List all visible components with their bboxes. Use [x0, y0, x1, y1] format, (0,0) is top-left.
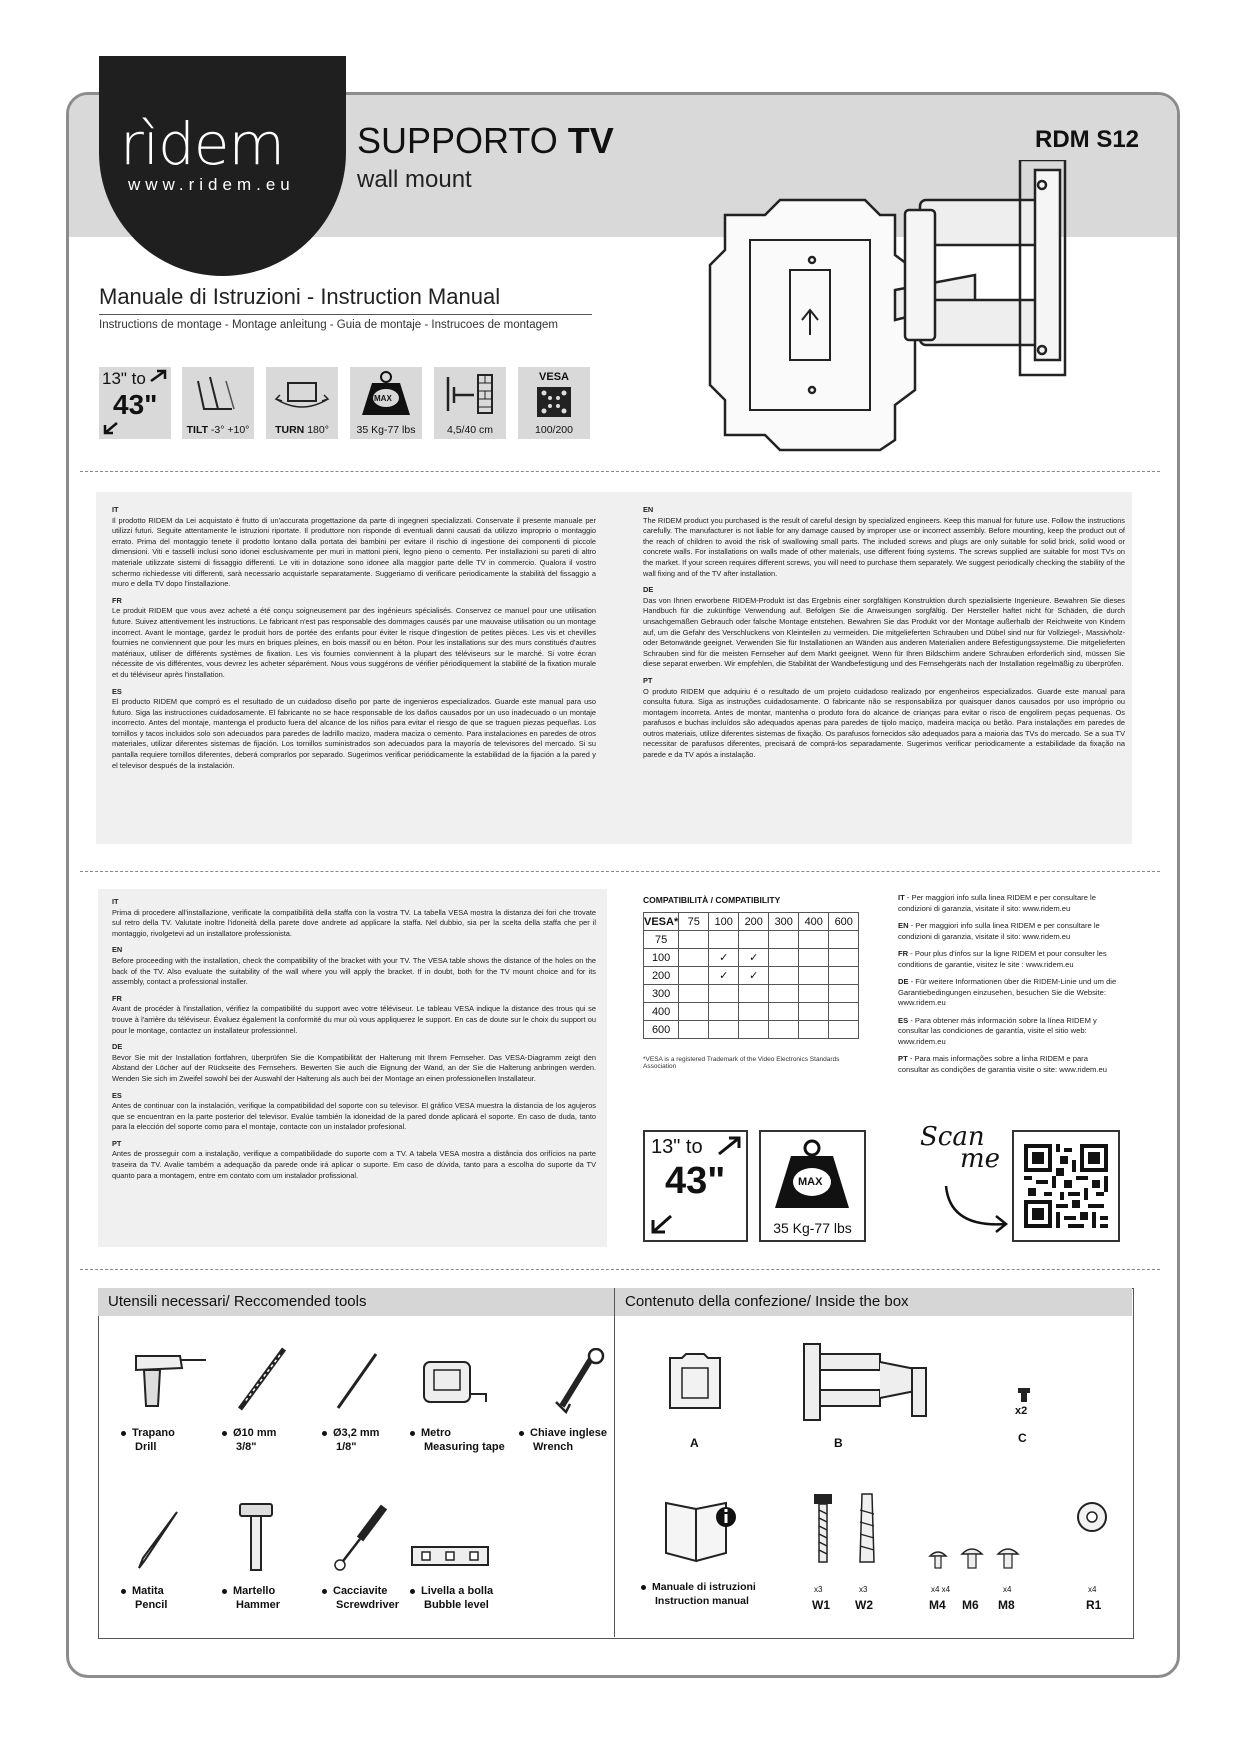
vesa-pattern-icon	[536, 386, 572, 418]
screw-m4-icon	[928, 1548, 948, 1572]
max-weight-badge	[759, 1130, 866, 1242]
row-label: 200	[644, 967, 679, 985]
row-label: 600	[644, 1021, 679, 1039]
pencil-icon	[133, 1508, 183, 1572]
part-b-label: B	[834, 1436, 843, 1450]
part-w1-qty: x3	[814, 1585, 823, 1594]
badge-size-from: 13" to	[651, 1136, 703, 1158]
table-header-cell: 300	[769, 913, 799, 931]
wall-mount-illustration	[690, 160, 1090, 470]
part-c-qty: x2	[1015, 1405, 1028, 1417]
table-header-cell: 600	[829, 913, 859, 931]
screen-size-badge	[643, 1130, 748, 1242]
spec-screen-size	[99, 367, 171, 439]
measuring-tape-icon	[420, 1358, 490, 1408]
row-label: 400	[644, 1003, 679, 1021]
turn-caption: TURN 180°	[275, 424, 329, 436]
divider-3	[80, 1269, 1160, 1270]
weight-caption: 35 Kg-77 lbs	[356, 424, 416, 436]
row-label: 100	[644, 949, 679, 967]
scan-label: Scan	[920, 1122, 985, 1152]
page-title: SUPPORTO TV	[357, 120, 614, 161]
drill-icon	[130, 1348, 210, 1413]
intro-right-column: EN The RIDEM product you purchased is the result of careful design by specialized engineers. Keep this manual for future use. Follow the instructions carefully. The manufacturer is not liable for any damage caused by improper use or incorrect assembly. Before mounting, keep the product out of the reach of children to avoid the risk of swallowing small parts. The included screws and plugs are only suitable for solid brick, solid wood or concrete walls. For installations on walls made of other materials, use different fixing systems. The screws supplied are suitable for most TVs on the market. If your screen requires different screws, you will need to purchase them separately. We suggest periodically checking the stability of the wall fixing and of the TV after installation. DE Das von Ihnen erworbene RIDEM-Produkt ist das Ergebnis einer sorgfältigen Konstruktion durch spezialisierte Ingenieure. Bewahren Sie dieses Handbuch für die zukünftige Verwendung auf. Befolgen Sie die Anweisungen sorgfältig. Der Hersteller haftet nicht für Schäden, die durch unsachgemäßen Gebrauch oder falsche Montage entstehen. Bewahren Sie das Produkt vor der Montage außerhalb der Reichweite von Kindern auf, um die Gefahr des Verschluckens von Kleinteilen zu vermeiden. Die mitgelieferten Schrauben und Dübel sind nur für Vollziegel-, Massivholz- oder Betonwände geeignet. Verwenden Sie für Installationen an Wänden aus anderen Materialien andere Befestigungssysteme. Die mitgelieferten Schrauben sind für die meisten Fernseher auf dem Markt geeignet. Wenn für Ihren Bildschirm andere Schrauben erforderlich sind, müssen Sie diese separat erwerben. Wir empfehlen, die Stabilität der Wandbefestigung und des Fernsehgeräts nach der Installation regelmäßig zu überprüfen. PT O produto RIDEM que adquiriu é o resultado de um projeto cuidadoso realizado por engenheiros especializados. Guarde este manual para consulta futura. Siga as instruções cuidadosamente. O fabricante não se responsabiliza por quaisquer danos causados por uso impróprio ou montagem incorreta. Antes de montar, mantenha o produto fora do alcance de crianças para evitar o risco de engolirem peças pequenas. Os parafusos e buchas incluídos são adequados apenas para paredes de tijolo maciço, madeira maciça ou betão. Para instalações em paredes de outros materiais, utilize diferentes sistemas de fixação. Os parafusos fornecidos são adequados para a maioria das TVs do mercado. Se a sua TV necessitar de parafusos diferentes, precisará de comprá-los separadamente. Sugerimos verificar periodicamente a estabilidade da fixação na parede e da TV após a instalação.	[643, 505, 1125, 760]
compatibility-title: COMPATIBILITÀ / COMPATIBILITY	[643, 895, 781, 905]
vesa-compatibility-table	[643, 912, 859, 1039]
part-m4-m6-qty: x4 x4	[931, 1585, 951, 1594]
diagonal-arrows-icon	[99, 367, 171, 439]
row-label: 75	[644, 931, 679, 949]
table-row	[644, 985, 859, 1003]
washer-r1-icon	[1075, 1500, 1109, 1534]
distance-caption: 4,5/40 cm	[446, 424, 494, 436]
bubble-level-icon	[410, 1543, 490, 1569]
badge-weight-caption: 35 Kg-77 lbs	[773, 1220, 852, 1236]
tool-measuring-tape: Metro Measuring tape	[410, 1426, 505, 1454]
drill-bit-3mm-icon	[332, 1350, 382, 1412]
size-from-text: 13" to	[102, 369, 146, 388]
hammer-icon	[236, 1500, 276, 1575]
table-header-cell: 200	[739, 913, 769, 931]
tools-box-divider	[614, 1288, 615, 1637]
vesa-label: VESA	[539, 371, 569, 383]
check-mark: ✓	[709, 967, 739, 985]
vesa-trademark-note: *VESA is a registered Trademark of the Video Electronics Standards Association	[643, 1056, 840, 1070]
box-header: Contenuto della confezione/ Inside the box	[615, 1288, 1132, 1316]
spec-weight	[350, 367, 422, 439]
table-row	[644, 967, 859, 985]
max-badge: MAX	[374, 394, 392, 403]
wrench-icon	[548, 1348, 608, 1414]
screw-m8-icon	[996, 1544, 1020, 1572]
manual-languages: Instructions de montage - Montage anleitung - Guia de montaje - Instrucoes de montagem	[99, 319, 558, 331]
tilt-icon	[182, 367, 254, 417]
spec-tilt	[182, 367, 254, 439]
lag-screw-w1-icon	[808, 1490, 838, 1570]
check-mark: ✓	[739, 949, 769, 967]
badge-size-to: 43"	[665, 1160, 726, 1202]
manual-title-underline	[99, 314, 592, 315]
table-corner-cell: VESA*	[644, 913, 679, 931]
check-mark: ✓	[709, 949, 739, 967]
manual-book-icon	[660, 1495, 740, 1565]
tool-bubble-level: Livella a bolla Bubble level	[410, 1584, 493, 1612]
table-header-cell: 400	[799, 913, 829, 931]
part-c-label: C	[1018, 1431, 1027, 1445]
badge-max: MAX	[798, 1176, 823, 1188]
tool-wrench: Chiave inglese Wrench	[519, 1426, 607, 1454]
part-w2-label: W2	[855, 1598, 873, 1612]
manual-item: Manuale di istruzioni Instruction manual	[641, 1580, 756, 1608]
spec-turn	[266, 367, 338, 439]
qr-code-box[interactable]	[1012, 1130, 1120, 1242]
part-w2-qty: x3	[859, 1585, 868, 1594]
wall-plug-w2-icon	[852, 1490, 882, 1570]
wall-bracket-b-icon	[800, 1340, 940, 1425]
part-m8-qty: x4	[1003, 1585, 1012, 1594]
screw-c-icon	[1016, 1386, 1032, 1404]
tool-pencil: Matita Pencil	[121, 1584, 167, 1612]
table-row	[644, 1003, 859, 1021]
me-label: me	[960, 1144, 1001, 1174]
warranty-info: IT - Per maggiori info sulla linea RIDEM e per consultare le condizioni di garanzia, visitate il sito: www.ridem.eu EN - Per maggiori info sulla linea RIDEM e per consultare le condizioni di garanzia, visitate il sito: www.ridem.eu FR - Pour plus d'infos sur la ligne RIDEM et pour consulter les conditions de garantie, visitez le site : www.ridem.eu DE - Für weitere Informationen über die RIDEM-Linie und um die Garantiebedingungen einzusehen, besuchen Sie die Website: www.ridem.eu ES - Para obtener más información sobre la línea RIDEM y consultar las condiciones de garantía, visite el sitio web: www.ridem.eu PT - Para mais informações sobre a linha RIDEM e para consultar as condições de garantia visite o site: www.ridem.eu	[898, 893, 1117, 1074]
brand-url: www.ridem.eu	[128, 175, 295, 194]
model-number: RDM S12	[1035, 126, 1140, 153]
part-a-label: A	[690, 1436, 699, 1450]
part-w1-label: W1	[812, 1598, 830, 1612]
tools-header: Utensili necessari/ Reccomended tools	[98, 1288, 614, 1316]
screwdriver-icon	[330, 1503, 390, 1573]
wall-distance-icon	[434, 367, 506, 419]
drill-bit-10mm-icon	[232, 1345, 292, 1415]
divider-2	[80, 871, 1160, 872]
spec-wall-distance	[434, 367, 506, 439]
tv-plate-a-icon	[662, 1350, 727, 1415]
compat-text-column: IT Prima di procedere all'installazione, verificate la compatibilità della staffa con la vostra TV. La tabella VESA mostra la distanza dei fori che trovate sul retro della TV. Valutate inoltre l'idoneità della parete dove andrete ad applicare la staffa. Nel dubbio, sia per la scelta della staffa che per il montaggio, rivolgetevi ad un installatore professionista. EN Before proceeding with the installation, check the compatibility of the bracket with your TV. The VESA table shows the distance of the holes on the back of the TV. Also evaluate the suitability of the wall where you will apply the bracket. If in doubt, both for the TV mount choice and for its assembly, contact a professional installer. FR Avant de procéder à l'installation, vérifiez la compatibilité du support avec votre téléviseur. Le tableau VESA indique la distance des trous qui se trouve à l'arrière du téléviseur. Évaluez également la conformité du mur où vous appliquerez le support. En cas de doute sur le choix du support ou pour le montage, contactez un installateur professionnel. DE Bevor Sie mit der Installation fortfahren, überprüfen Sie die Kompatibilität der Halterung mit Ihrem Fernseher. Das VESA-Diagramm zeigt den Abstand der Löcher auf der Rückseite des Fernsehers. Bewerten Sie auch die Eignung der Wand, an der Sie die Halterung anbringen werden. Wenden Sie sich im Zweifel sowohl bei der Auswahl der Halterung als auch bei der Montage an einen professionellen Installateur. ES Antes de continuar con la instalación, verifique la compatibilidad del soporte con su televisor. El gráfico VESA muestra la distancia de los agujeros que se encuentran en la parte posterior del televisor. Evalúe también la idoneidad de la pared donde aplicará el soporte. En caso de duda, tanto para la elección del soporte como para el montaje, contacte con un instalador profesional. PT Antes de prosseguir com a instalação, verifique a compatibilidade do suporte com a TV. A tabela VESA mostra a distância dos orifícios na parte traseira da TV. Avalie também a adequação da parede onde irá aplicar o suporte. Em caso de dúvida, tanto para a escolha do suporte da TV quanto para a montagem, entre em contato com um instalador profissional.	[112, 897, 596, 1180]
tilt-caption: TILT -3° +10°	[186, 424, 250, 436]
tool-hammer: Martello Hammer	[222, 1584, 280, 1612]
page-subtitle: wall mount	[357, 166, 472, 193]
part-m6-label: M6	[962, 1598, 979, 1612]
part-r1-label: R1	[1086, 1598, 1102, 1612]
spec-vesa	[518, 367, 590, 439]
brand-logo: rìdem	[120, 110, 284, 178]
table-header-row	[644, 913, 859, 931]
curved-arrow-icon	[940, 1180, 1015, 1240]
manual-title: Manuale di Istruzioni - Instruction Manual	[99, 284, 501, 309]
tool-screwdriver: Cacciavite Screwdriver	[322, 1584, 399, 1612]
intro-left-column: IT Il prodotto RIDEM da Lei acquistato è frutto di un'accurata progettazione da parte di ingegneri specializzati. Conservate il presente manuale per utilizzi futuri. Seguite attentamente le istruzioni riportate. Il produttore non risponde di eventuali danni causati da utilizzo improprio o montaggio errato. Prima del montaggio tenete il prodotto lontano dalla portata dei bambini per evitare il rischio di ingestione dei componenti di piccole dimensioni. Viti e tasselli inclusi sono idonei esclusivamente per muri in mattoni pieni, legno pieno o cemento. Per installazioni su pareti di altro materiale utilizzate sistemi di fissaggio differenti. Le viti in dotazione sono idonee alla maggior parte delle TV in commercio. Qualora il vostro schermo richiedesse viti differenti, sarà necessario acquistarle separatamente. Suggeriamo di verificare periodicamente la stabilità del fissaggio a muro e della TV dopo l'installazione. FR Le produit RIDEM que vous avez acheté a été conçu soigneusement par des ingénieurs spécialisés. Conservez ce manuel pour une utilisation future. Suivez attentivement les instructions. Le fabricant n'est pas responsable des dommages causés par une mauvaise utilisation ou un montage incorrect. Avant le montage, gardez le produit hors de portée des enfants pour éviter le risque d'ingestion de petites pièces. Les vis et chevilles fournies ne conviennent que pour les murs en briques pleines, en bois massif ou en béton. Pour les installations sur des murs constitués d'autres matériaux, utiliser de différents systèmes de fixation. Les vis fournies conviennent à la plupart des téléviseurs sur le marché. Si votre écran nécessite de vis différentes, vous devrez les acheter séparément. Nous vous suggérons de vérifier périodiquement la stabilité de la fixation murale et du téléviseur après l'installation. ES El producto RIDEM que compró es el resultado de un cuidadoso diseño por parte de ingenieros especializados. Guarde este manual para uso futuro. Siga las instrucciones cuidadosamente. El fabricante no se hace responsable de los daños causados por un uso inadecuado o un montaje incorrecto. Antes del montaje, mantenga el producto fuera del alcance de los niños para evitar el riesgo de que se traguen piezas pequeñas. Los tornillos y tacos incluidos solo son adecuados para paredes de ladrillo macizo, madera maciza o cemento. Para instalaciones en paredes de otros materiales, utilizar diferentes sistemas de fijación. Los tornillos suministrados son adecuados para la mayoría de televisores del mercado. Si su pantalla requiere tornillos diferentes, deberá comprarlos por separado. Sugerimos verificar periódicamente la estabilidad de la fijación a la pared y el televisor después de la instalación.	[112, 505, 596, 770]
badge-diagonal-arrows-icon	[645, 1132, 746, 1240]
table-row	[644, 1021, 859, 1039]
size-to-text: 43"	[113, 389, 158, 420]
turn-icon	[266, 367, 338, 417]
row-label: 300	[644, 985, 679, 1003]
part-r1-qty: x4	[1088, 1585, 1097, 1594]
qr-code-icon	[1024, 1144, 1108, 1228]
table-row	[644, 931, 859, 949]
table-header-cell: 100	[709, 913, 739, 931]
table-row	[644, 949, 859, 967]
vesa-caption: 100/200	[535, 424, 573, 436]
tool-drill-bit-3mm: Ø3,2 mm 1/8"	[322, 1426, 379, 1454]
check-mark: ✓	[739, 967, 769, 985]
tool-drill-bit-10mm: Ø10 mm 3/8"	[222, 1426, 276, 1454]
part-m4-label: M4	[929, 1598, 946, 1612]
part-m8-label: M8	[998, 1598, 1015, 1612]
screw-m6-icon	[960, 1544, 984, 1572]
tool-drill: Trapano Drill	[121, 1426, 175, 1454]
divider-1	[80, 471, 1160, 472]
table-header-cell: 75	[679, 913, 709, 931]
weight-icon	[350, 367, 422, 419]
